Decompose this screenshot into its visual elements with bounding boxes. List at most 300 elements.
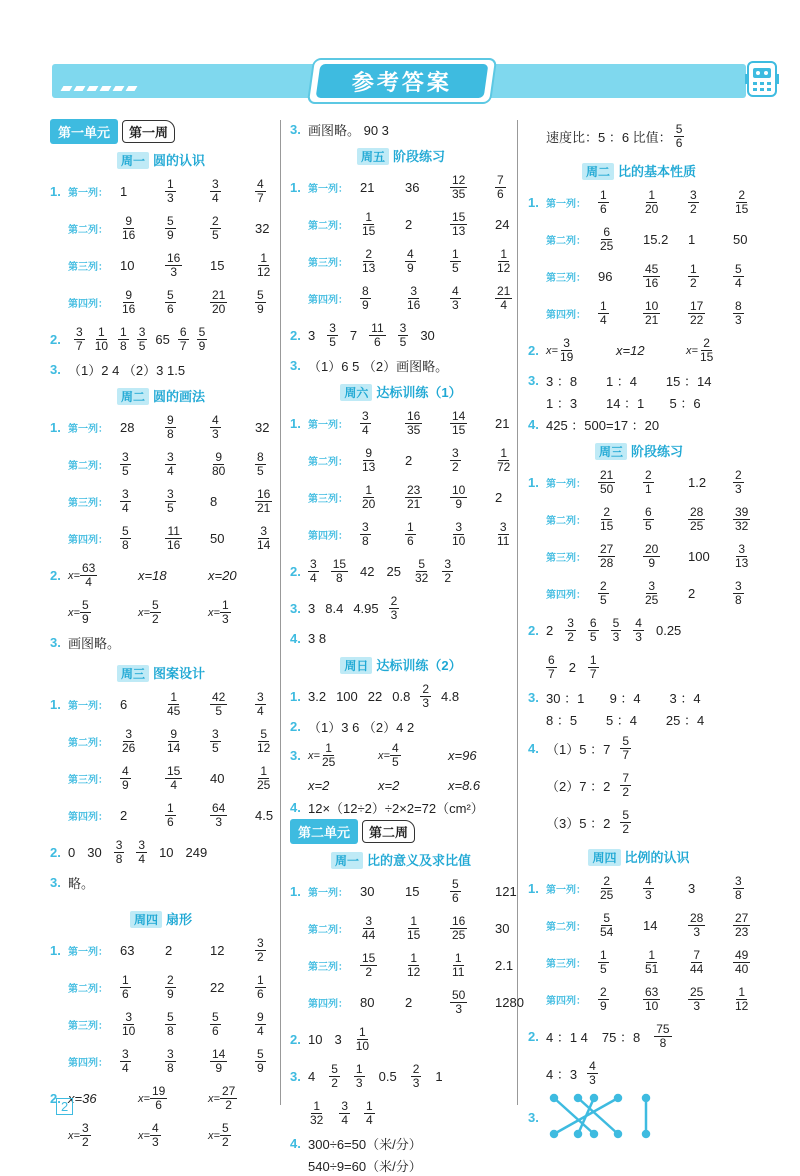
answer-value: $\frac{1}{10}$ xyxy=(355,1024,370,1053)
answer-value: $\frac{15}{4}$ xyxy=(167,763,181,792)
answer-value: x=2 xyxy=(378,777,400,793)
answer-value: 4.95 xyxy=(353,601,379,616)
answer-row: 3. xyxy=(528,1092,750,1142)
answer-value: 4.5 xyxy=(255,808,274,823)
answer-value: x= $\frac{19}{6}$ xyxy=(138,1083,166,1112)
banner-stripes xyxy=(62,86,136,91)
answer-row: 1. 第一列： $\frac{2}{25}$ $\frac{4}{3}$ 3 $\frac{3}{8}$ xyxy=(528,870,750,907)
answer-value: $\frac{1}{5}$ xyxy=(600,947,607,976)
answer-row: 第三列： $\frac{3}{4}$ $\frac{3}{5}$ 8 $\frac{16}{21}$ xyxy=(50,483,272,520)
answer-value: $\frac{5}{6}$ xyxy=(452,876,459,905)
answer-row: 第三列： $\frac{15}{2}$ $\frac{1}{12}$ $\frac{1}{11}$ 2.1 xyxy=(290,947,512,984)
section-title: 周五 阶段练习 xyxy=(290,146,512,165)
answer-row xyxy=(528,118,750,155)
answer-value: $\frac{9}{13}$ xyxy=(362,445,376,474)
answer-value: $\frac{2}{3}$ xyxy=(412,1061,420,1090)
answer-value: $\frac{1}{10}$ xyxy=(94,324,109,353)
answer-value: $\frac{3}{4}$ xyxy=(341,1098,349,1127)
answer-value: x=8.6 xyxy=(448,777,481,793)
answer-value: 7 xyxy=(349,328,358,343)
answer-row: 第四列： $\frac{1}{4}$ $\frac{10}{21}$ $\frac{17}{22}$ $\frac{8}{3}$ xyxy=(528,295,750,332)
answer-row: 第三列： $\frac{4}{9}$ $\frac{15}{4}$ 40 $\frac{1}{25}$ xyxy=(50,760,272,797)
answer-value: $\frac{2}{15}$ xyxy=(735,187,749,216)
answer-row: 4. 300÷6=50（米/分） xyxy=(290,1135,422,1152)
answer-row: 第三列： $\frac{27}{28}$ $\frac{20}{9}$ 100 $\frac{3}{13}$ xyxy=(528,538,750,575)
answer-value: 0 xyxy=(68,845,76,860)
answer-value: $\frac{3}{25}$ xyxy=(645,578,659,607)
answer-value: 80 xyxy=(360,995,375,1010)
answer-row: 第二列： $\frac{5}{54}$ 14 $\frac{28}{3}$ $\frac{27}{23}$ xyxy=(528,907,750,944)
answer-value: $\frac{1}{11}$ xyxy=(452,950,465,979)
answer-row: 1. 第一列： 30 15 $\frac{5}{6}$ 121 xyxy=(290,873,512,910)
answer-value: $\frac{12}{35}$ xyxy=(452,172,466,201)
answer-value: $\frac{3}{4}$ xyxy=(122,486,129,515)
answer-value: 15.2 xyxy=(643,232,669,247)
answer-value: $\frac{49}{40}$ xyxy=(735,947,749,976)
answer-value: 25 xyxy=(386,564,401,579)
answer-value: $\frac{63}{10}$ xyxy=(645,984,659,1013)
answer-value: 8.4 xyxy=(325,601,344,616)
answer-value: $\frac{1}{6}$ xyxy=(167,800,174,829)
section-title: 周一 圆的认识 xyxy=(50,150,272,169)
answer-value: $\frac{14}{9}$ xyxy=(212,1046,226,1075)
answer-value: 2.1 xyxy=(495,958,514,973)
answer-value: 1 xyxy=(120,184,128,199)
answer-value: $\frac{3}{11}$ xyxy=(497,519,510,548)
answer-value: $\frac{9}{4}$ xyxy=(257,1009,264,1038)
answer-row: 4. 3 8 xyxy=(290,630,327,646)
answer-row: 1. 第一列： $\frac{21}{50}$ $\frac{2}{1}$ 1.2 $\frac{2}{3}$ xyxy=(528,464,750,501)
answer-value: $\frac{3}{5}$ xyxy=(167,486,174,515)
answer-value: 速度比：5 ：6 比值： xyxy=(546,130,672,145)
answer-row: 第三列： $\frac{1}{20}$ $\frac{23}{21}$ $\frac{10}{9}$ 2 xyxy=(290,479,512,516)
answer-row: 2. 10 3 $\frac{1}{10}$ xyxy=(290,1024,370,1053)
answer-value: $\frac{2}{3}$ xyxy=(390,593,398,622)
answer-value: $\frac{5}{6}$ xyxy=(167,287,174,316)
answer-value: $\frac{25}{3}$ xyxy=(690,984,704,1013)
answer-value: $\frac{2}{25}$ xyxy=(600,873,614,902)
answer-row: 1 ：3 14 ：1 5 ：6 xyxy=(546,395,701,411)
answer-value: 21 xyxy=(360,180,375,195)
answer-value: 3 xyxy=(334,1032,342,1047)
answer-value: x= $\frac{5}{2}$ xyxy=(208,1120,229,1149)
answer-value: $\frac{5}{6}$ xyxy=(212,1009,219,1038)
answer-value: 42 xyxy=(360,564,375,579)
answer-value: $\frac{1}{25}$ xyxy=(257,763,271,792)
answer-value: 3 xyxy=(308,601,316,616)
answer-value: $\frac{21}{20}$ xyxy=(212,287,226,316)
answer-value: $\frac{20}{9}$ xyxy=(645,541,659,570)
answer-row xyxy=(290,774,512,796)
answer-value: $\frac{1}{6}$ xyxy=(600,187,607,216)
answer-value: $\frac{10}{21}$ xyxy=(645,298,659,327)
answer-value: $\frac{1}{2}$ xyxy=(690,261,697,290)
answer-value: x=18 xyxy=(138,568,167,583)
answer-value: $\frac{1}{45}$ xyxy=(167,689,181,718)
answer-value: 15 xyxy=(405,884,420,899)
answer-row: 第四列： $\frac{5}{8}$ $\frac{11}{16}$ 50 $\frac{3}{14}$ xyxy=(50,520,272,557)
answer-row: 2. x= $\frac{3}{19}$ x=12 x= $\frac{2}{15}$ xyxy=(528,332,750,369)
column-3 xyxy=(528,118,750,1142)
answer-value: $\frac{1}{8}$ xyxy=(120,324,127,353)
matching-lines-diagram xyxy=(546,1092,666,1142)
answer-value: （1）5 ：7 xyxy=(546,742,611,757)
answer-row xyxy=(528,767,750,804)
answer-value: $\frac{16}{21}$ xyxy=(257,486,271,515)
answer-row xyxy=(50,1117,272,1154)
answer-value: $\frac{3}{10}$ xyxy=(122,1009,136,1038)
answer-value: 4 ：3 xyxy=(546,1067,578,1082)
answer-value: $\frac{11}{6}$ xyxy=(371,320,384,349)
answer-value: $\frac{23}{21}$ xyxy=(407,482,421,511)
answer-value: x=12 xyxy=(616,343,645,358)
answer-value: x=20 xyxy=(208,568,237,583)
answer-value: 2 xyxy=(546,623,554,638)
answer-value: $\frac{15}{13}$ xyxy=(452,209,466,238)
answer-value: 3 xyxy=(688,881,696,896)
answer-value: $\frac{3}{4}$ xyxy=(310,556,317,585)
answer-value: $\frac{1}{12}$ xyxy=(735,984,749,1013)
answer-value: $\frac{3}{14}$ xyxy=(257,523,271,552)
answer-value: $\frac{7}{2}$ xyxy=(622,770,629,799)
answer-value: 0.8 xyxy=(392,689,411,704)
answer-value: $\frac{3}{5}$ xyxy=(329,320,336,349)
answer-value: 0.25 xyxy=(655,623,682,638)
answer-value: 1.2 xyxy=(688,475,707,490)
answer-value: x= $\frac{1}{3}$ xyxy=(208,597,229,626)
answer-value: x= $\frac{2}{15}$ xyxy=(686,335,714,364)
answer-value: $\frac{4}{7}$ xyxy=(257,176,264,205)
answer-value: $\frac{5}{2}$ xyxy=(622,807,629,836)
answer-value: $\frac{7}{44}$ xyxy=(690,947,704,976)
answer-row: 第四列： $\frac{8}{9}$ $\frac{3}{16}$ $\frac{4}{3}$ $\frac{21}{4}$ xyxy=(290,280,512,317)
answer-value: 249 xyxy=(185,845,208,860)
answer-value: $\frac{16}{3}$ xyxy=(167,250,181,279)
answer-value: $\frac{4}{3}$ xyxy=(212,412,219,441)
header-banner xyxy=(52,64,746,98)
answer-value: $\frac{3}{5}$ xyxy=(399,320,407,349)
answer-value: $\frac{11}{16}$ xyxy=(167,523,181,552)
answer-row: 第二列： $\frac{3}{44}$ $\frac{1}{15}$ $\frac{16}{25}$ 30 xyxy=(290,910,512,947)
answer-row: 2. $\frac{3}{7}$ $\frac{1}{10}$ $\frac{1}{8}$ $\frac{3}{5}$ 65 $\frac{6}{7}$ $\frac{5}{9}$ xyxy=(50,324,206,353)
answer-value: $\frac{3}{13}$ xyxy=(735,541,749,570)
answer-row: 3. （1）2 4 （2）3 1.5 xyxy=(50,361,186,378)
answer-value: x= $\frac{4}{5}$ xyxy=(378,740,399,769)
answer-value: 22 xyxy=(210,980,225,995)
answer-row: 3. （1）6 5 （2）画图略。 xyxy=(290,357,449,374)
answer-value: $\frac{3}{8}$ xyxy=(735,578,742,607)
answer-row: 1. 第一列： $\frac{1}{6}$ $\frac{1}{20}$ $\frac{3}{2}$ $\frac{2}{15}$ xyxy=(528,184,750,221)
answer-row: 4. 425 ：500=17 ：20 xyxy=(528,416,660,433)
answer-value: $\frac{3}{5}$ xyxy=(212,726,219,755)
answer-value: $\frac{16}{25}$ xyxy=(452,913,466,942)
answer-value: $\frac{1}{4}$ xyxy=(600,298,607,327)
answer-value: 28 xyxy=(120,420,135,435)
answer-value: 3.2 xyxy=(308,689,327,704)
answer-value: 121 xyxy=(495,884,517,899)
answer-value: 15 xyxy=(210,258,225,273)
answer-value: $\frac{1}{6}$ xyxy=(407,519,414,548)
answer-value: 32 xyxy=(255,221,270,236)
answer-value: $\frac{5}{7}$ xyxy=(622,733,629,762)
answer-row: 第四列： 80 2 $\frac{50}{3}$ 1280 xyxy=(290,984,512,1021)
answer-value: 6 xyxy=(120,697,128,712)
answer-value: 30 xyxy=(495,921,510,936)
answer-value: 0.5 xyxy=(378,1069,397,1084)
answer-value: $\frac{5}{6}$ xyxy=(675,121,683,150)
answer-value: $\frac{3}{4}$ xyxy=(138,837,146,866)
answer-value: $\frac{3}{8}$ xyxy=(362,519,369,548)
answer-value: 30 xyxy=(420,328,435,343)
section-title: 周三 图案设计 xyxy=(50,663,272,682)
answer-value: 10 xyxy=(120,258,135,273)
answer-value: $\frac{9}{14}$ xyxy=(167,726,181,755)
answer-value: $\frac{9}{16}$ xyxy=(122,287,136,316)
answer-value: 36 xyxy=(405,180,420,195)
answer-value: $\frac{3}{44}$ xyxy=(362,913,376,942)
answer-value: 4 xyxy=(308,1069,316,1084)
answer-row: 第二列： $\frac{1}{15}$ 2 $\frac{15}{13}$ 24 xyxy=(290,206,512,243)
answer-value: 2 xyxy=(405,995,413,1010)
answer-row: 第三列： $\frac{1}{5}$ $\frac{1}{51}$ $\frac{7}{44}$ $\frac{49}{40}$ xyxy=(528,944,750,981)
answer-value: 2 xyxy=(405,217,413,232)
answer-value: $\frac{14}{15}$ xyxy=(452,408,466,437)
answer-value: $\frac{2}{5}$ xyxy=(212,213,219,242)
unit-badge: 第一单元 xyxy=(50,119,118,144)
answer-value: $\frac{9}{16}$ xyxy=(122,213,136,242)
answer-value: $\frac{1}{12}$ xyxy=(497,246,511,275)
answer-value: $\frac{5}{9}$ xyxy=(198,324,206,353)
answer-value: $\frac{5}{4}$ xyxy=(735,261,742,290)
answer-value: 21 xyxy=(495,416,510,431)
answer-value: $\frac{8}{5}$ xyxy=(257,449,264,478)
answer-value: $\frac{39}{32}$ xyxy=(735,504,749,533)
answer-row: 2. 2 $\frac{3}{2}$ $\frac{6}{5}$ $\frac{5}{3}$ $\frac{4}{3}$ 0.25 xyxy=(528,615,682,644)
answer-row: 3. 4 $\frac{5}{2}$ $\frac{1}{3}$ 0.5 $\frac{2}{3}$ 1 xyxy=(290,1061,443,1090)
answer-value: $\frac{1}{15}$ xyxy=(362,209,376,238)
answer-value: $\frac{3}{4}$ xyxy=(257,689,264,718)
answer-row: 第二列： $\frac{3}{26}$ $\frac{9}{14}$ $\frac{3}{5}$ $\frac{5}{12}$ xyxy=(50,723,272,760)
answer-value: $\frac{3}{5}$ xyxy=(138,324,146,353)
section-title: 周二 比的基本性质 xyxy=(528,161,750,180)
answer-value: $\frac{1}{51}$ xyxy=(645,947,659,976)
answer-value: $\frac{4}{9}$ xyxy=(407,246,414,275)
answer-value: $\frac{17}{22}$ xyxy=(690,298,704,327)
answer-value: $\frac{1}{6}$ xyxy=(257,972,264,1001)
answer-value: 10 xyxy=(308,1032,323,1047)
answer-value: 4 ：1 4 xyxy=(546,1030,588,1045)
answer-value: 40 xyxy=(210,771,225,786)
answer-row: 第三列： $\frac{2}{13}$ $\frac{4}{9}$ $\frac{1}{5}$ $\frac{1}{12}$ xyxy=(290,243,512,280)
answer-value: $\frac{21}{4}$ xyxy=(497,283,511,312)
week-badge: 第二周 xyxy=(362,820,415,843)
answer-value: $\frac{6}{25}$ xyxy=(600,224,614,253)
answer-row: 4. （1）5 ：7 $\frac{5}{7}$ xyxy=(528,733,629,762)
page-title: 参考答案 xyxy=(351,69,452,95)
answer-value: 100 xyxy=(336,689,358,704)
answer-value: $\frac{1}{32}$ xyxy=(310,1098,324,1127)
answer-value: 2 xyxy=(405,453,413,468)
answer-value: x=36 xyxy=(68,1091,97,1106)
answer-value: $\frac{3}{4}$ xyxy=(212,176,219,205)
answer-row: 1. 第一列： 28 $\frac{9}{8}$ $\frac{4}{3}$ 32 xyxy=(50,409,272,446)
answer-value: $\frac{4}{3}$ xyxy=(589,1058,596,1087)
answer-row xyxy=(290,1095,512,1132)
answer-row xyxy=(528,1055,750,1092)
answer-value: $\frac{6}{5}$ xyxy=(589,615,597,644)
answer-value: $\frac{5}{9}$ xyxy=(257,1046,264,1075)
answer-value: 3 xyxy=(308,328,316,343)
section-title: 周四 比例的认识 xyxy=(528,847,750,866)
answer-row: 第三列： 96 $\frac{45}{16}$ $\frac{1}{2}$ $\frac{5}{4}$ xyxy=(528,258,750,295)
answer-row: 1. 第一列： 6 $\frac{1}{45}$ $\frac{42}{5}$ $\frac{3}{4}$ xyxy=(50,686,272,723)
answer-value: $\frac{2}{3}$ xyxy=(422,681,430,710)
answer-value: $\frac{3}{2}$ xyxy=(452,445,459,474)
answer-value: 30 xyxy=(360,884,375,899)
answer-value: $\frac{3}{8}$ xyxy=(735,873,742,902)
answer-value: 8 xyxy=(210,494,218,509)
answer-value: x=96 xyxy=(448,748,477,763)
answer-value: 96 xyxy=(598,269,613,284)
answer-value: 14 xyxy=(643,918,658,933)
unit-badge: 第二单元 xyxy=(290,819,358,844)
title-box xyxy=(307,58,497,104)
answer-row: 540÷9=60（米/分） xyxy=(308,1158,422,1174)
answer-value: 75 ：8 xyxy=(601,1030,641,1045)
answer-value: $\frac{45}{16}$ xyxy=(645,261,659,290)
answer-value: $\frac{1}{6}$ xyxy=(122,972,129,1001)
answer-row: 1. 第一列： 63 2 12 $\frac{3}{2}$ xyxy=(50,932,272,969)
answer-row xyxy=(50,594,272,631)
answer-value: $\frac{4}{3}$ xyxy=(452,283,459,312)
answer-value: $\frac{3}{10}$ xyxy=(452,519,466,548)
answer-value: 24 xyxy=(495,217,510,232)
robot-mascot-icon xyxy=(745,58,779,100)
answer-row: 第四列： $\frac{2}{5}$ $\frac{3}{25}$ 2 $\frac{3}{8}$ xyxy=(528,575,750,612)
answer-value: $\frac{4}{9}$ xyxy=(122,763,129,792)
answer-value: $\frac{1}{3}$ xyxy=(167,176,174,205)
answer-row: 3. 略。 xyxy=(50,874,95,891)
answer-value: $\frac{3}{7}$ xyxy=(76,324,83,353)
answer-row: 2. $\frac{3}{4}$ $\frac{15}{8}$ 42 25 $\frac{5}{32}$ $\frac{3}{2}$ xyxy=(290,556,452,585)
answer-value: $\frac{5}{3}$ xyxy=(612,615,620,644)
answer-value: 2 xyxy=(120,808,128,823)
answer-value: 22 xyxy=(367,689,383,704)
answer-row xyxy=(528,804,750,841)
answer-value: $\frac{28}{3}$ xyxy=(690,910,704,939)
page-number: 2 xyxy=(56,1098,73,1115)
answer-row: 4. 12×（12÷2）÷2×2=72（cm²） xyxy=(290,799,484,816)
answer-row: 1. 3.2 100 22 0.8 $\frac{2}{3}$ 4.8 xyxy=(290,681,460,710)
answer-row: 3. x= $\frac{1}{25}$ x= $\frac{4}{5}$ x=96 xyxy=(290,737,512,774)
answer-value: $\frac{15}{8}$ xyxy=(332,556,347,585)
answer-value: $\frac{3}{26}$ xyxy=(122,726,136,755)
column-1 xyxy=(50,118,272,1154)
answer-value: 32 xyxy=(255,420,270,435)
answer-value: $\frac{6}{7}$ xyxy=(179,324,187,353)
answer-value: 12 xyxy=(210,943,225,958)
answer-value: $\frac{1}{12}$ xyxy=(407,950,421,979)
answer-value: $\frac{2}{1}$ xyxy=(645,467,652,496)
answer-value: $\frac{1}{5}$ xyxy=(452,246,459,275)
answer-value: $\frac{2}{13}$ xyxy=(362,246,376,275)
answer-value: $\frac{3}{2}$ xyxy=(444,556,452,585)
answer-row: 第三列： $\frac{3}{10}$ $\frac{5}{8}$ $\frac{5}{6}$ $\frac{9}{4}$ xyxy=(50,1006,272,1043)
week-badge: 第一周 xyxy=(122,120,175,143)
answer-value: x= $\frac{27}{2}$ xyxy=(208,1083,236,1112)
answer-value: $\frac{3}{2}$ xyxy=(257,935,264,964)
answer-value: $\frac{1}{20}$ xyxy=(362,482,376,511)
answer-row: 3. 3 ：8 1 ：4 15 ：14 xyxy=(528,372,712,389)
answer-row: 3. 3 8.4 4.95 $\frac{2}{3}$ xyxy=(290,593,398,622)
answer-row: 第二列： $\frac{1}{6}$ $\frac{2}{9}$ 22 $\frac{1}{6}$ xyxy=(50,969,272,1006)
answer-row: 2. x=36 x= $\frac{19}{6}$ x= $\frac{27}{2}$ xyxy=(50,1080,272,1117)
answer-value: x= $\frac{63}{4}$ xyxy=(68,560,96,589)
section-title: 周一 比的意义及求比值 xyxy=(290,850,512,869)
answer-value: $\frac{2}{15}$ xyxy=(600,504,614,533)
answer-value: 2 xyxy=(165,943,173,958)
answer-row: 第二列： $\frac{3}{5}$ $\frac{3}{4}$ $\frac{9}{80}$ $\frac{8}{5}$ xyxy=(50,446,272,483)
answer-value: $\frac{64}{3}$ xyxy=(212,800,226,829)
answer-value: x=2 xyxy=(308,777,330,793)
answer-value: $\frac{4}{3}$ xyxy=(645,873,652,902)
answer-row: 第四列： $\frac{3}{4}$ $\frac{3}{8}$ $\frac{14}{9}$ $\frac{5}{9}$ xyxy=(50,1043,272,1080)
answer-value: $\frac{1}{72}$ xyxy=(497,445,511,474)
answer-value: 2 xyxy=(495,490,503,505)
answer-value: $\frac{5}{54}$ xyxy=(600,910,614,939)
answer-row: 1. 第一列： $\frac{3}{4}$ $\frac{16}{35}$ $\frac{14}{15}$ 21 xyxy=(290,405,512,442)
section-title: 周二 圆的画法 xyxy=(50,386,272,405)
answer-value: 1 xyxy=(435,1069,443,1084)
answer-value: $\frac{5}{32}$ xyxy=(414,556,429,585)
answer-value: x= $\frac{5}{2}$ xyxy=(138,597,159,626)
answer-value: $\frac{3}{8}$ xyxy=(115,837,123,866)
answer-row: 第二列： $\frac{6}{25}$ 15.2 1 50 xyxy=(528,221,750,258)
answer-value: $\frac{3}{16}$ xyxy=(407,283,421,312)
answer-row: 第二列： $\frac{2}{15}$ $\frac{6}{5}$ $\frac{28}{25}$ $\frac{39}{32}$ xyxy=(528,501,750,538)
answer-value: $\frac{3}{2}$ xyxy=(567,615,574,644)
answer-value: x= $\frac{3}{2}$ xyxy=(68,1120,89,1149)
answer-row: 第二列： $\frac{9}{16}$ $\frac{5}{9}$ $\frac{2}{5}$ 32 xyxy=(50,210,272,247)
answer-value: $\frac{2}{9}$ xyxy=(167,972,174,1001)
answer-value: x= $\frac{5}{9}$ xyxy=(68,597,89,626)
answer-row: 3. 30 ：1 9 ：4 3 ：4 xyxy=(528,689,701,706)
answer-value: 30 xyxy=(87,845,102,860)
answer-row: 第三列： 10 $\frac{16}{3}$ 15 $\frac{1}{12}$ xyxy=(50,247,272,284)
answer-row: 1. 第一列： 21 36 $\frac{12}{35}$ $\frac{7}{6}$ xyxy=(290,169,512,206)
section-title: 周四 扇形 xyxy=(50,909,272,928)
answer-value: 100 xyxy=(688,549,710,564)
answer-row: 2. x= $\frac{63}{4}$ x=18 x=20 xyxy=(50,557,272,594)
answer-row: 3. 画图略。 90 3 xyxy=(290,121,389,138)
answer-value: $\frac{9}{80}$ xyxy=(212,449,226,478)
answer-value: 4.8 xyxy=(441,689,460,704)
section-title: 周日 达标训练（2） xyxy=(290,655,512,674)
column-2 xyxy=(290,118,524,1176)
answer-value: $\frac{3}{4}$ xyxy=(167,449,174,478)
answer-row: 2. 4 ：1 4 75 ：8 $\frac{75}{8}$ xyxy=(528,1021,670,1050)
answer-value: 63 xyxy=(120,943,135,958)
answer-value: $\frac{8}{9}$ xyxy=(362,283,369,312)
answer-value: $\frac{3}{4}$ xyxy=(362,408,369,437)
answer-value: $\frac{5}{8}$ xyxy=(122,523,129,552)
answer-value: 1280 xyxy=(495,995,524,1010)
answer-value: $\frac{1}{3}$ xyxy=(355,1061,363,1090)
answer-value: $\frac{1}{7}$ xyxy=(589,652,597,681)
answer-value: $\frac{5}{8}$ xyxy=(167,1009,174,1038)
answer-value: $\frac{2}{3}$ xyxy=(735,467,742,496)
answer-value: $\frac{2}{9}$ xyxy=(600,984,607,1013)
